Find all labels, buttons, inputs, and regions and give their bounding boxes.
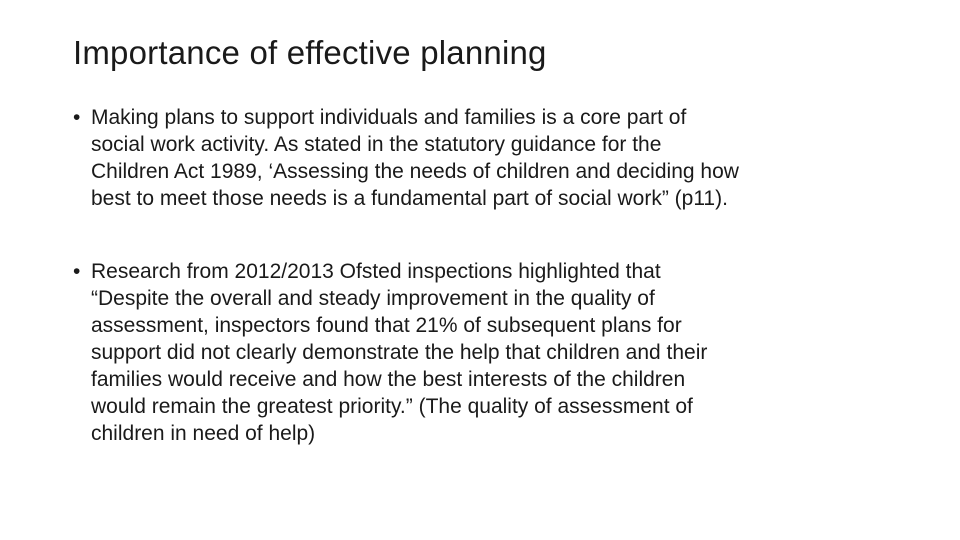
bullet-line: “Despite the overall and steady improvement in the quality of <box>91 287 655 310</box>
bullet-line: social work activity. As stated in the statutory guidance for the <box>91 133 662 156</box>
bullet-line: Making plans to support individuals and families is a core part of <box>91 106 687 129</box>
bullet-line: children in need of help) <box>91 422 316 445</box>
bullet-line: best to meet those needs is a fundamental part of social work” (p11). <box>91 187 728 210</box>
bullet-line: would remain the greatest priority.” (The quality of assessment of <box>91 395 693 418</box>
bullet-line: Research from 2012/2013 Ofsted inspections highlighted that <box>91 260 661 283</box>
bullet-item <box>73 258 893 447</box>
bullet-text <box>91 258 893 447</box>
bullet-line: assessment, inspectors found that 21% of subsequent plans for <box>91 314 682 337</box>
bullet-line: families would receive and how the best interests of the children <box>91 368 686 391</box>
bullet-text <box>91 104 893 212</box>
slide-title: Importance of effective planning <box>73 34 547 71</box>
bullet-item <box>73 104 893 212</box>
bullet-symbol: • <box>73 260 81 283</box>
bullet-symbol: • <box>73 106 81 129</box>
bullet-line: support did not clearly demonstrate the help that children and their <box>91 341 708 364</box>
bullet-line: Children Act 1989, ‘Assessing the needs of children and deciding how <box>91 160 739 183</box>
